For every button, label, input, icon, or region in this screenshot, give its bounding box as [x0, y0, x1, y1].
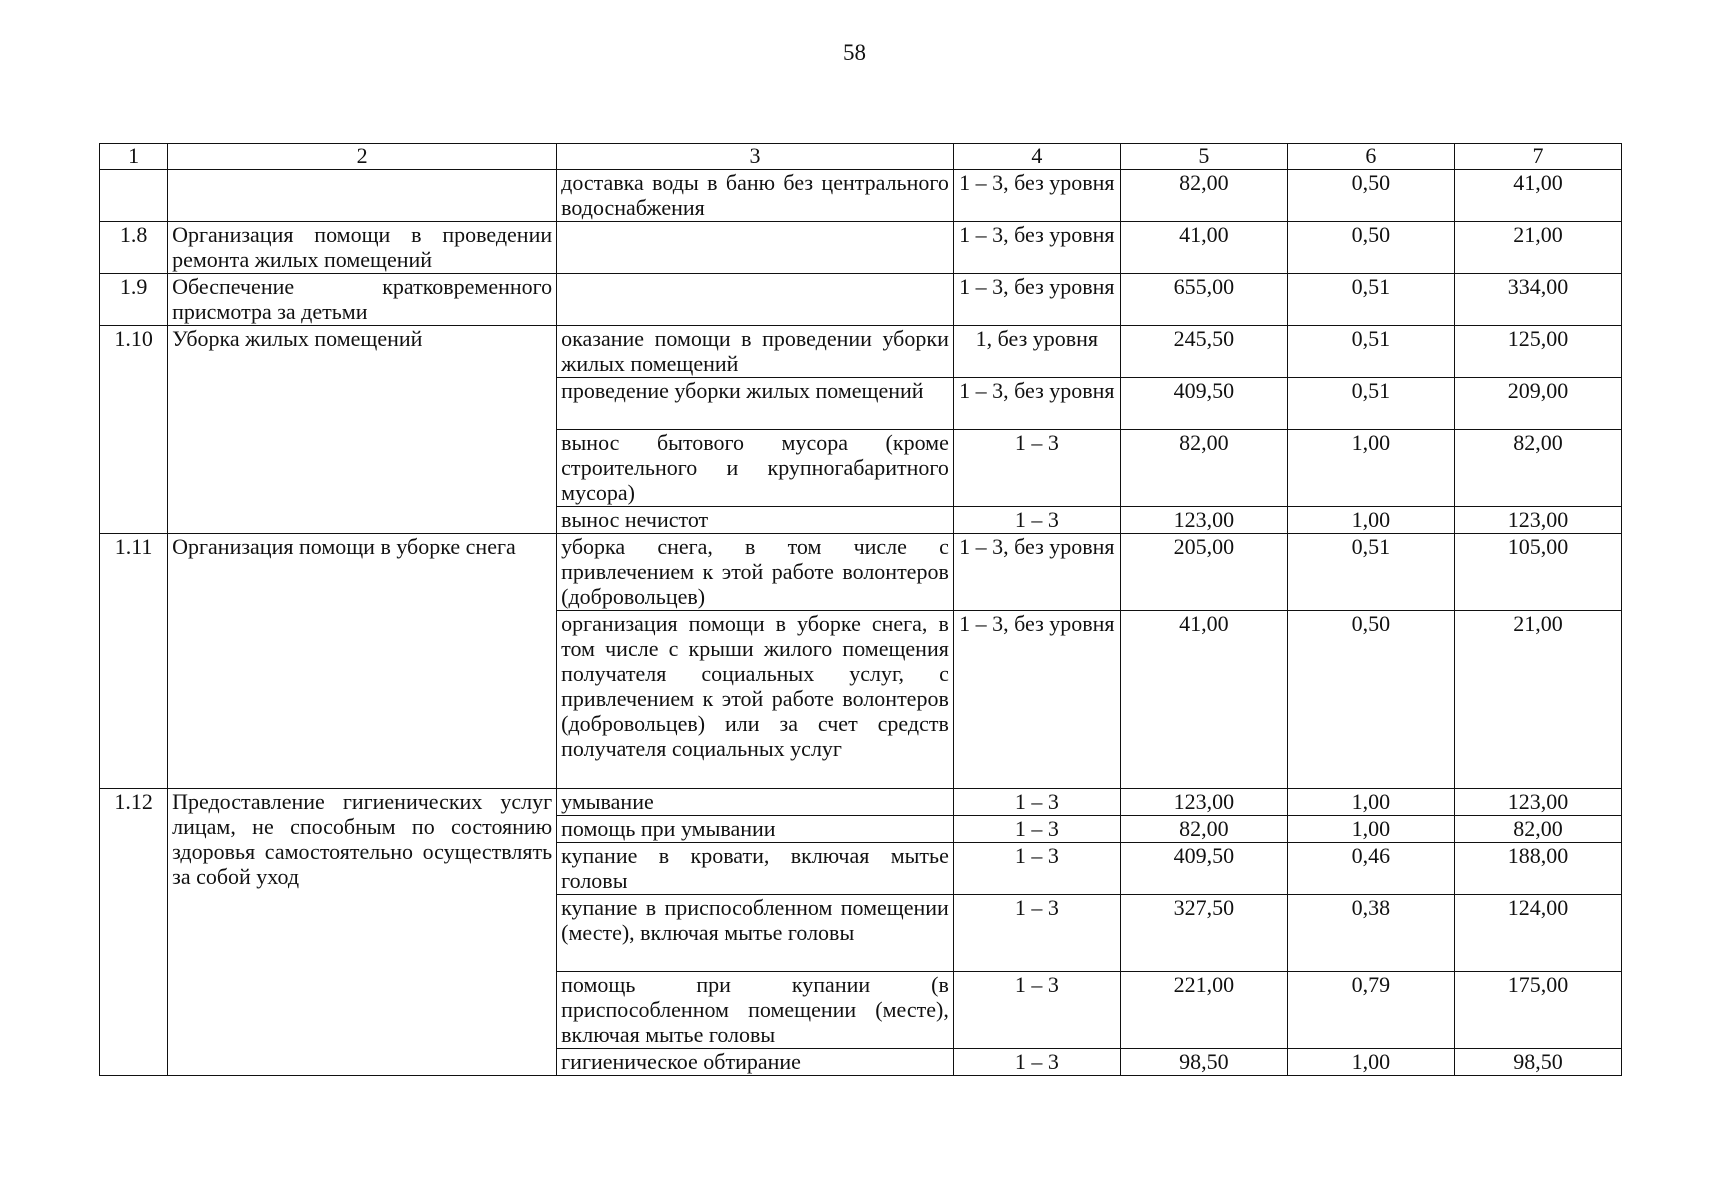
- row-number: 1.10: [100, 326, 168, 534]
- value-col6: 0,50: [1287, 222, 1454, 274]
- service-name: Обеспечение кратковременного присмотра за детьми: [168, 274, 557, 326]
- header-cell: 5: [1120, 144, 1287, 170]
- service-level: 1 – 3, без уровня: [953, 534, 1120, 611]
- value-col7: 21,00: [1454, 611, 1621, 789]
- value-col6: 1,00: [1287, 789, 1454, 816]
- value-col7: 41,00: [1454, 170, 1621, 222]
- service-kind: [557, 274, 954, 326]
- header-cell: 4: [953, 144, 1120, 170]
- value-col6: 0,50: [1287, 611, 1454, 789]
- value-col7: 98,50: [1454, 1049, 1621, 1076]
- value-col7: 334,00: [1454, 274, 1621, 326]
- service-kind: помощь при купании (в приспособленном помещении (месте), включая мытье головы: [557, 972, 954, 1049]
- service-kind: купание в приспособленном помещении (месте), включая мытье головы: [557, 895, 954, 972]
- value-col6: 1,00: [1287, 816, 1454, 843]
- service-kind: гигиеническое обтирание: [557, 1049, 954, 1076]
- value-col5: 123,00: [1120, 789, 1287, 816]
- service-kind: уборка снега, в том числе с привлечением к этой работе волонтеров (добровольцев): [557, 534, 954, 611]
- service-level: 1 – 3, без уровня: [953, 611, 1120, 789]
- value-col5: 327,50: [1120, 895, 1287, 972]
- row-number: 1.11: [100, 534, 168, 789]
- service-kind: организация помощи в уборке снега, в том числе с крыши жилого помещения получателя социальных услуг, с привлечением к этой работе волонтеров (добровольцев) или за счет средств получателя социальных услуг: [557, 611, 954, 789]
- value-col5: 82,00: [1120, 170, 1287, 222]
- service-kind: проведение уборки жилых помещений: [557, 378, 954, 430]
- service-kind: доставка воды в баню без центрального водоснабжения: [557, 170, 954, 222]
- service-kind: умывание: [557, 789, 954, 816]
- service-name: Предоставление гигиенических услуг лицам, не способным по состоянию здоровья самостоятельно осуществлять за собой уход: [168, 789, 557, 1076]
- service-level: 1 – 3: [953, 895, 1120, 972]
- value-col5: 82,00: [1120, 816, 1287, 843]
- service-name: Организация помощи в проведении ремонта жилых помещений: [168, 222, 557, 274]
- value-col5: 409,50: [1120, 843, 1287, 895]
- value-col5: 41,00: [1120, 611, 1287, 789]
- value-col7: 123,00: [1454, 789, 1621, 816]
- service-kind: оказание помощи в проведении уборки жилых помещений: [557, 326, 954, 378]
- value-col6: 0,79: [1287, 972, 1454, 1049]
- value-col6: 1,00: [1287, 430, 1454, 507]
- value-col7: 209,00: [1454, 378, 1621, 430]
- value-col7: 82,00: [1454, 430, 1621, 507]
- service-kind: [557, 222, 954, 274]
- value-col7: 124,00: [1454, 895, 1621, 972]
- header-cell: 6: [1287, 144, 1454, 170]
- value-col6: 0,38: [1287, 895, 1454, 972]
- table-row: [100, 534, 1622, 611]
- value-col5: 205,00: [1120, 534, 1287, 611]
- table-row: [100, 170, 1622, 222]
- table-row: [100, 326, 1622, 378]
- value-col6: 0,50: [1287, 170, 1454, 222]
- value-col7: 125,00: [1454, 326, 1621, 378]
- service-level: 1 – 3: [953, 972, 1120, 1049]
- service-level: 1 – 3: [953, 430, 1120, 507]
- header-cell: 7: [1454, 144, 1621, 170]
- value-col6: 0,46: [1287, 843, 1454, 895]
- value-col6: 0,51: [1287, 378, 1454, 430]
- value-col5: 655,00: [1120, 274, 1287, 326]
- service-kind: вынос бытового мусора (кроме строительного и крупногабаритного мусора): [557, 430, 954, 507]
- service-level: 1 – 3: [953, 816, 1120, 843]
- value-col5: 123,00: [1120, 507, 1287, 534]
- page-number: 58: [843, 40, 866, 65]
- service-level: 1 – 3, без уровня: [953, 222, 1120, 274]
- value-col5: 41,00: [1120, 222, 1287, 274]
- row-number: [100, 170, 168, 222]
- value-col6: 1,00: [1287, 1049, 1454, 1076]
- value-col6: 0,51: [1287, 534, 1454, 611]
- service-kind: помощь при умывании: [557, 816, 954, 843]
- service-level: 1 – 3, без уровня: [953, 378, 1120, 430]
- value-col6: 1,00: [1287, 507, 1454, 534]
- value-col5: 98,50: [1120, 1049, 1287, 1076]
- value-col7: 123,00: [1454, 507, 1621, 534]
- table-row: [100, 274, 1622, 326]
- service-level: 1 – 3: [953, 789, 1120, 816]
- service-level: 1 – 3: [953, 1049, 1120, 1076]
- value-col5: 245,50: [1120, 326, 1287, 378]
- table-row: [100, 789, 1622, 816]
- service-level: 1 – 3: [953, 843, 1120, 895]
- value-col7: 82,00: [1454, 816, 1621, 843]
- value-col6: 0,51: [1287, 274, 1454, 326]
- service-kind: купание в кровати, включая мытье головы: [557, 843, 954, 895]
- row-number: 1.8: [100, 222, 168, 274]
- service-level: 1, без уровня: [953, 326, 1120, 378]
- table-header-row: [100, 144, 1622, 170]
- value-col7: 105,00: [1454, 534, 1621, 611]
- value-col7: 21,00: [1454, 222, 1621, 274]
- service-name: Организация помощи в уборке снега: [168, 534, 557, 789]
- value-col5: 221,00: [1120, 972, 1287, 1049]
- service-level: 1 – 3, без уровня: [953, 274, 1120, 326]
- value-col7: 188,00: [1454, 843, 1621, 895]
- value-col6: 0,51: [1287, 326, 1454, 378]
- service-level: 1 – 3, без уровня: [953, 170, 1120, 222]
- value-col7: 175,00: [1454, 972, 1621, 1049]
- header-cell: 1: [100, 144, 168, 170]
- service-name: Уборка жилых помещений: [168, 326, 557, 534]
- service-name: [168, 170, 557, 222]
- service-level: 1 – 3: [953, 507, 1120, 534]
- row-number: 1.9: [100, 274, 168, 326]
- service-kind: вынос нечистот: [557, 507, 954, 534]
- header-cell: 3: [557, 144, 954, 170]
- header-cell: 2: [168, 144, 557, 170]
- tariff-table: [99, 143, 1622, 1076]
- table-row: [100, 222, 1622, 274]
- value-col5: 409,50: [1120, 378, 1287, 430]
- row-number: 1.12: [100, 789, 168, 1076]
- value-col5: 82,00: [1120, 430, 1287, 507]
